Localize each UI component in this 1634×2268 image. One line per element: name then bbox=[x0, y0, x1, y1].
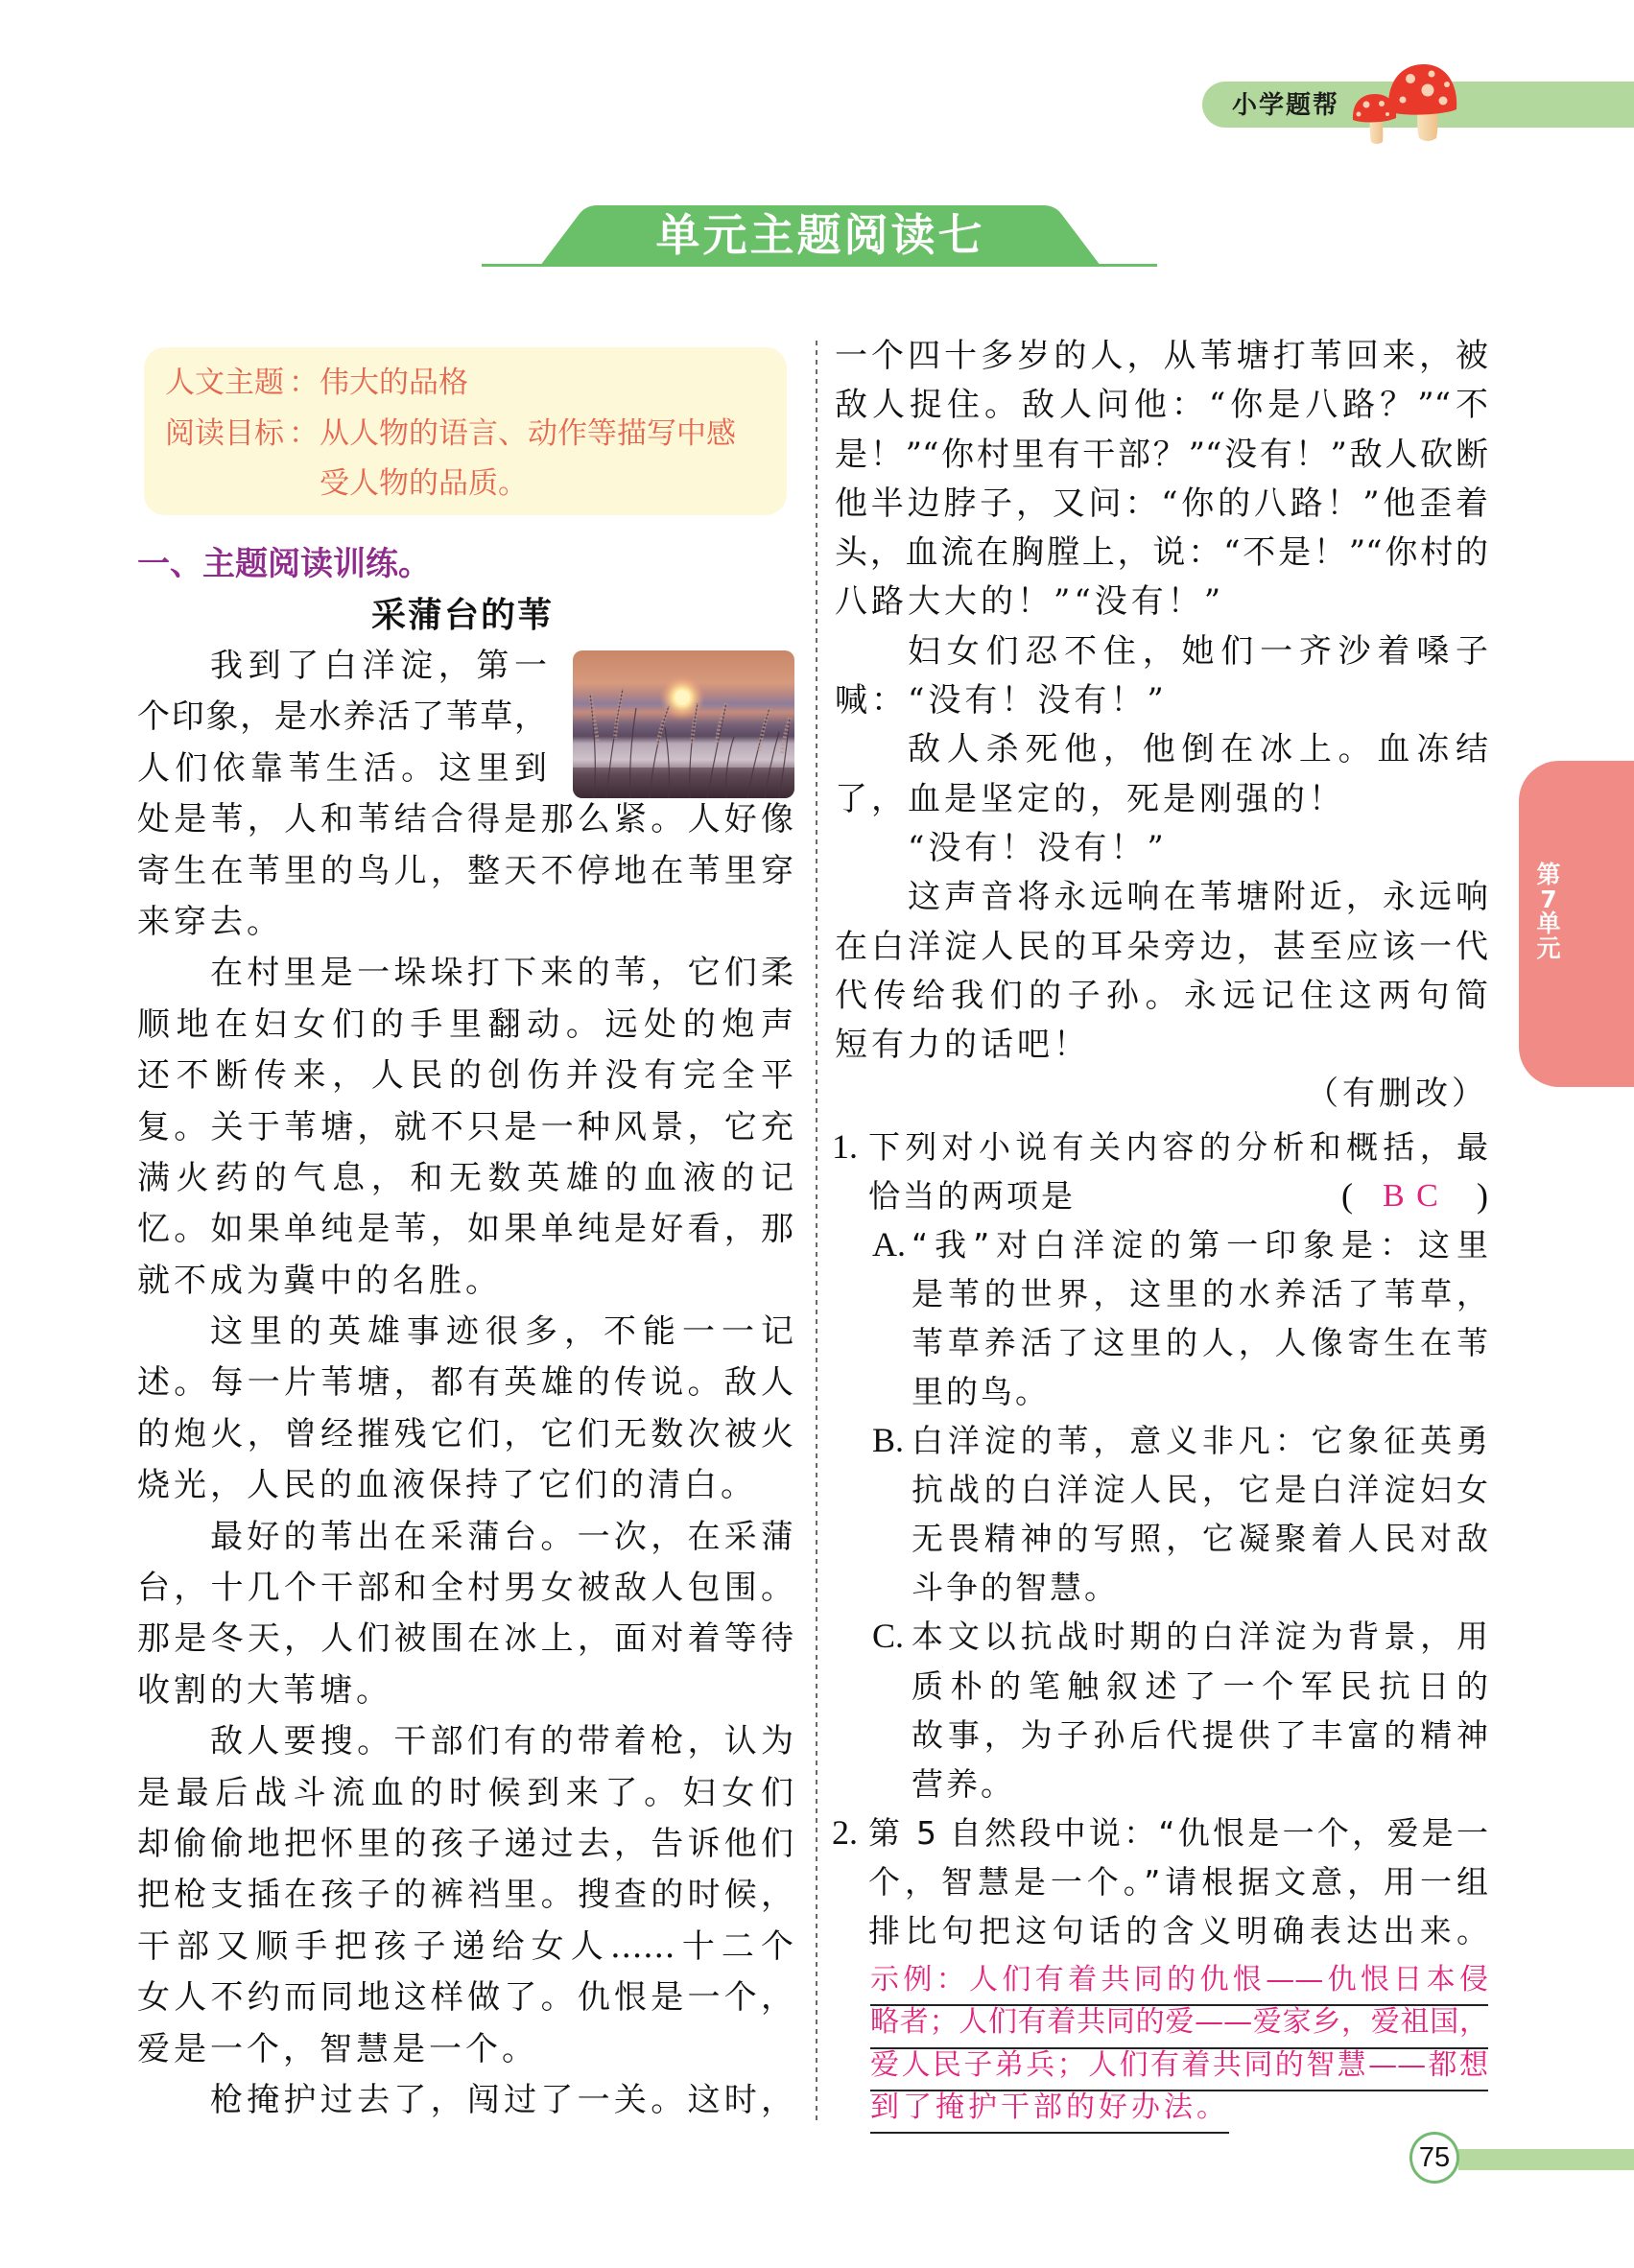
article-line: 那是冬天，人们被围在冰上，面对着等待 bbox=[137, 1619, 793, 1659]
answer-paren-open: ( bbox=[1341, 1176, 1353, 1216]
question-1-line bbox=[832, 1171, 1488, 1220]
option-c-line bbox=[832, 1711, 1488, 1760]
footer-bar bbox=[1458, 2149, 1634, 2170]
option-text: 本文以抗战时期的白洋淀为背景，用 bbox=[912, 1618, 1488, 1656]
article-line: 却偷偷地把怀里的孩子递过去，告诉他们 bbox=[137, 1824, 793, 1863]
article-line: 是最后战斗流血的时候到来了。妇女们 bbox=[137, 1773, 793, 1812]
option-letter: B. bbox=[872, 1421, 905, 1460]
article-line: 了，血是坚定的，死是刚强的！ bbox=[835, 779, 1345, 818]
article-line: 烧光，人民的血液保持了它们的清白。 bbox=[137, 1466, 757, 1505]
option-text: 是苇的世界，这里的水养活了苇草， bbox=[912, 1275, 1488, 1313]
option-c-line bbox=[832, 1662, 1488, 1711]
article-line: 寄生在苇里的鸟儿，整天不停地在苇里穿 bbox=[137, 851, 793, 890]
option-text: 苇草养活了这里的人，人像寄生在苇 bbox=[912, 1324, 1488, 1362]
article-line: 人们依靠苇生活。这里到 bbox=[137, 748, 547, 788]
article-line: 个印象，是水养活了苇草， bbox=[137, 697, 547, 737]
option-a-line bbox=[832, 1220, 1488, 1269]
goal-row-continued bbox=[165, 459, 736, 509]
article-line: 这声音将永远响在苇塘附近，永远响 bbox=[908, 878, 1488, 917]
answer-line: 示例：人们有着共同的仇恨——仇恨日本侵 bbox=[870, 1964, 1488, 2006]
question-2-line bbox=[832, 1808, 1488, 1857]
page-number: 75 bbox=[1409, 2132, 1459, 2184]
option-text: 抗战的白洋淀人民，它是白洋淀妇女 bbox=[912, 1471, 1488, 1509]
article-line: 一个四十多岁的人，从苇塘打苇回来，被 bbox=[835, 337, 1488, 375]
question-number: 2. bbox=[832, 1812, 858, 1852]
question-2-line bbox=[832, 1906, 1488, 1955]
article-title: 采蒲台的苇 bbox=[371, 596, 555, 635]
option-text: 里的鸟。 bbox=[912, 1373, 1050, 1411]
answer-line: 略者；人们有着共同的爱——爱家乡，爱祖国， bbox=[870, 2006, 1488, 2048]
article-line: 处是苇，人和苇结合得是那么紧。人好像 bbox=[137, 800, 793, 839]
answer-block bbox=[870, 1964, 1488, 2134]
article-line: 干部又顺手把孩子递给女人……十二个 bbox=[137, 1926, 793, 1966]
article-line: 就不成为冀中的名胜。 bbox=[137, 1261, 502, 1300]
article-line: 这里的英雄事迹很多，不能一一记 bbox=[210, 1312, 793, 1352]
article-line: 他半边脖子，又问：“你的八路！”他歪着 bbox=[835, 484, 1488, 523]
source-note: （有删改） bbox=[1306, 1075, 1488, 1114]
goal-separator: ： bbox=[289, 415, 319, 451]
article-line: 复。关于苇塘，就不只是一种风景，它充 bbox=[137, 1107, 793, 1146]
option-text: 质朴的笔触叙述了一个军民抗日的 bbox=[912, 1666, 1488, 1705]
option-b-line bbox=[832, 1416, 1488, 1465]
theme-label: 人文主题 bbox=[165, 366, 284, 400]
article-line: 在白洋淀人民的耳朵旁边，甚至应该一代 bbox=[835, 927, 1488, 966]
option-b-line bbox=[832, 1563, 1488, 1612]
goal-row bbox=[165, 409, 736, 460]
article-line: 敌人要搜。干部们有的带着枪，认为 bbox=[210, 1722, 793, 1761]
unit-tab-char: 元 bbox=[1536, 933, 1561, 962]
article-line: 满火药的气息，和无数英雄的血液的记 bbox=[137, 1158, 793, 1197]
goal-label: 阅读目标 bbox=[165, 415, 284, 451]
goal-value: 从人物的语言、动作等描写中感 bbox=[320, 415, 736, 451]
option-text: 斗争的智慧。 bbox=[912, 1569, 1119, 1607]
article-line: 八路大大的！”“没有！” bbox=[835, 582, 1225, 622]
article-line: 代传给我们的子孙。永远记住这两句简 bbox=[835, 976, 1488, 1015]
mushroom-icon bbox=[1343, 56, 1468, 148]
question-number: 1. bbox=[832, 1127, 858, 1166]
question-text: 排比句把这句话的含义明确表达出来。 bbox=[868, 1911, 1488, 1949]
option-a-line bbox=[832, 1269, 1488, 1318]
question-text: 恰当的两项是 bbox=[868, 1177, 1076, 1216]
option-a-line bbox=[832, 1318, 1488, 1367]
unit-tab-char: 第 bbox=[1536, 861, 1561, 888]
option-letter: C. bbox=[872, 1617, 905, 1656]
article-line: 头，血流在胸膛上，说：“不是！”“你村的 bbox=[835, 533, 1488, 573]
question-2-line bbox=[832, 1857, 1488, 1906]
option-text: 营养。 bbox=[912, 1764, 1015, 1803]
unit-tab-char: 7 bbox=[1540, 885, 1557, 913]
answer-line: 爱人民子弟兵；人们有着共同的智慧——都想 bbox=[870, 2049, 1488, 2091]
article-right-column bbox=[835, 332, 1488, 1120]
option-letter: A. bbox=[872, 1225, 906, 1264]
question-text: 下列对小说有关内容的分析和概括，最 bbox=[868, 1128, 1488, 1166]
article-line: 在村里是一垛垛打下来的苇，它们柔 bbox=[210, 954, 793, 993]
question-text: 个，智慧是一个。”请根据文意，用一组 bbox=[868, 1862, 1488, 1901]
article-line: 敌人捉住。敌人问他：“你是八路？”“不 bbox=[835, 386, 1488, 425]
option-text: 白洋淀的苇，意义非凡：它象征英勇 bbox=[912, 1422, 1488, 1460]
unit-tab-char: 单 bbox=[1536, 910, 1561, 937]
article-line: 敌人杀死他，他倒在冰上。血冻结 bbox=[908, 730, 1488, 769]
goal-value-continued: 受人物的品质。 bbox=[320, 466, 528, 501]
article-line: 把枪支插在孩子的裤裆里。搜查的时候， bbox=[137, 1876, 793, 1915]
article-line: 忆。如果单纯是苇，如果单纯是好看，那 bbox=[137, 1210, 793, 1249]
article-line: 妇女们忍不住，她们一齐沙着嗓子 bbox=[908, 631, 1488, 671]
section-heading: 一、主题阅读训练。 bbox=[137, 545, 431, 583]
article-line: 爱是一个，智慧是一个。 bbox=[137, 2029, 538, 2068]
article-line: 台，十几个干部和全村男女被敌人包围。 bbox=[137, 1569, 793, 1608]
article-line: 还不断传来，人民的创伤并没有完全平 bbox=[137, 1056, 793, 1096]
article-line: 顺地在妇女们的手里翻动。远处的炮声 bbox=[137, 1004, 793, 1044]
question-text: 第 5 自然段中说：“仇恨是一个，爱是一 bbox=[868, 1813, 1488, 1852]
theme-row bbox=[165, 358, 736, 409]
article-line: 喊：“没有！没有！” bbox=[835, 681, 1168, 721]
theme-box bbox=[144, 347, 787, 515]
article-line: 女人不约而同地这样做了。仇恨是一个， bbox=[137, 1978, 793, 2018]
article-line: 述。每一片苇塘，都有英雄的传说。敌人 bbox=[137, 1363, 793, 1403]
article-line: 收割的大苇塘。 bbox=[137, 1670, 392, 1710]
option-text: 无畏精神的写照，它凝聚着人民对敌 bbox=[912, 1520, 1488, 1558]
article-line: “没有！没有！” bbox=[908, 828, 1168, 867]
article-line: 我到了白洋淀，第一 bbox=[210, 647, 547, 685]
article-line: 来穿去。 bbox=[137, 902, 283, 941]
answer-line: 到了掩护干部的好办法。 bbox=[870, 2091, 1229, 2134]
theme-value: 伟大的品格 bbox=[320, 366, 468, 400]
article-line: 的炮火，曾经摧残它们，它们无数次被火 bbox=[137, 1414, 793, 1453]
article-left-column bbox=[137, 641, 793, 2126]
article-line: 是！”“你村里有干部？”“没有！”敌人砍断 bbox=[835, 435, 1488, 474]
answer-choice: B C bbox=[1383, 1178, 1440, 1215]
option-c-line bbox=[832, 1760, 1488, 1808]
option-b-line bbox=[832, 1514, 1488, 1563]
option-c-line bbox=[832, 1612, 1488, 1661]
answer-paren-close: ) bbox=[1477, 1176, 1488, 1216]
questions bbox=[832, 1122, 1488, 1955]
brand-name: 小学题帮 bbox=[1232, 91, 1340, 120]
unit-side-tab-label bbox=[1532, 862, 1565, 960]
article-line: 短有力的话吧！ bbox=[835, 1026, 1090, 1065]
column-divider bbox=[816, 341, 817, 2122]
option-text: “我”对白洋淀的第一印象是：这里 bbox=[912, 1226, 1488, 1264]
question-1-line bbox=[832, 1122, 1488, 1171]
option-a-line bbox=[832, 1367, 1488, 1416]
theme-rows bbox=[165, 358, 736, 509]
article-line: 枪掩护过去了，闯过了一关。这时， bbox=[210, 2080, 793, 2119]
page-title: 单元主题阅读七 bbox=[655, 209, 985, 261]
option-b-line bbox=[832, 1465, 1488, 1514]
theme-separator: ： bbox=[289, 366, 319, 400]
option-text: 故事，为子孙后代提供了丰富的精神 bbox=[912, 1715, 1488, 1754]
article-line: 最好的苇出在采蒲台。一次，在采蒲 bbox=[210, 1517, 793, 1556]
